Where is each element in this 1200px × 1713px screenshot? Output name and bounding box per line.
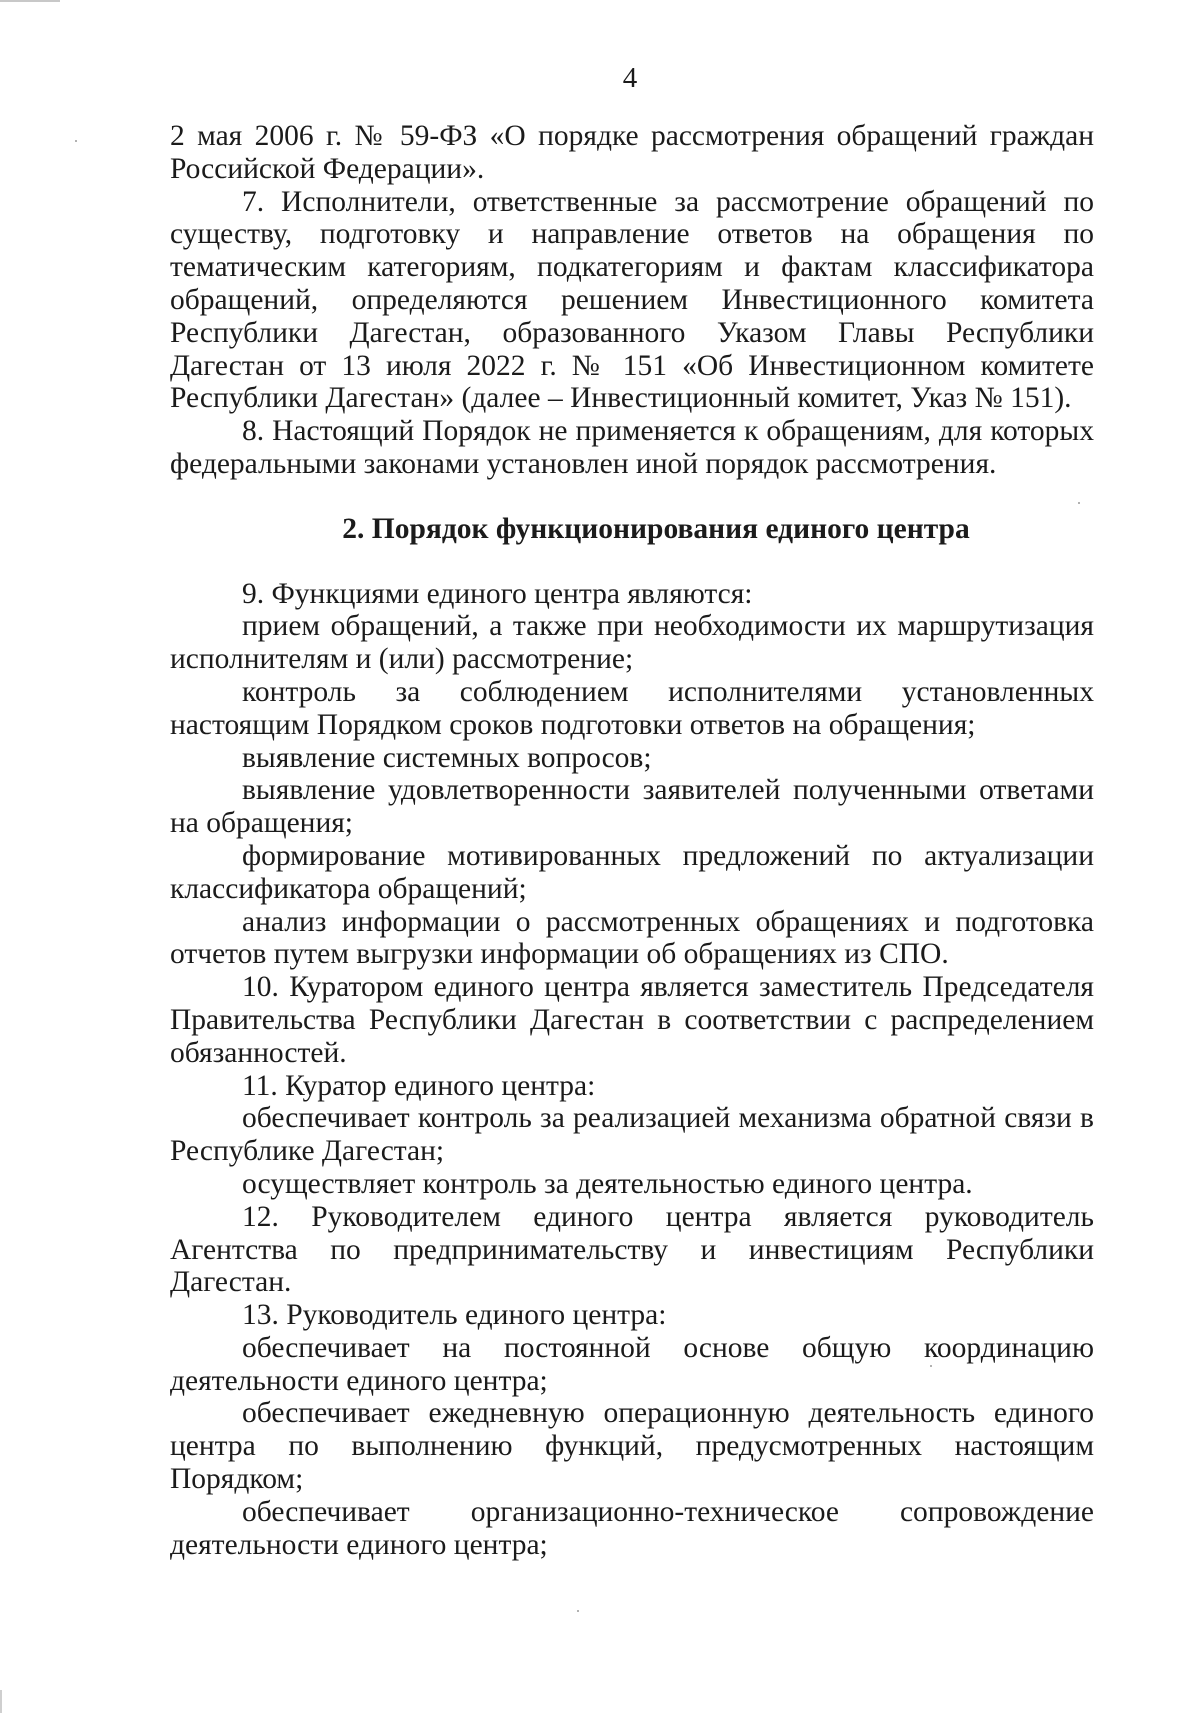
paragraph: обеспечивает организационно-техническое сопровождение деятельности единого центра; xyxy=(170,1495,1094,1561)
paragraph: обеспечивает контроль за реализацией механизма обратной связи в Республике Дагестан; xyxy=(170,1102,1094,1168)
paragraph: 9. Функциями единого центра являются: xyxy=(242,577,753,610)
paragraph: выявление удовлетворенности заявителей полученными ответами на обращения; xyxy=(170,774,1094,840)
spacer xyxy=(170,546,1094,578)
document-body xyxy=(170,120,1094,1561)
scan-speck xyxy=(930,1365,932,1367)
paragraph: выявление системных вопросов; xyxy=(242,741,652,774)
page-number: 4 xyxy=(622,62,638,94)
paragraph: 12. Руководителем единого центра является руководитель Агентства по предпринимательству и инвестициям Республики Дагестан. xyxy=(170,1200,1094,1299)
scan-edge-mark xyxy=(0,1690,2,1713)
section-heading: 2. Порядок функционирования единого центра xyxy=(342,512,970,545)
paragraph: прием обращений, а также при необходимости их маршрутизация исполнителям и (или) рассмотрение; xyxy=(170,610,1094,676)
paragraph: 7. Исполнители, ответственные за рассмотрение обращений по существу, подготовку и направление ответов на обращения по тематическим категориям, подкатегориям и фактам классификатора обращений, определяются решением Инвестиционного комитета Республики Дагестан, образованного Указом Главы Республики Дагестан от 13 июля 2022 г. № 151 «Об Инвестиционном комитете Республики Дагестан» (далее – Инвестиционный комитет, Указ № 151). xyxy=(170,185,1094,415)
paragraph: формирование мотивированных предложений по актуализации классификатора обращений; xyxy=(170,839,1094,905)
paragraph: обеспечивает на постоянной основе общую координацию деятельности единого центра; xyxy=(170,1331,1094,1397)
paragraph: 13. Руководитель единого центра: xyxy=(242,1299,667,1332)
scan-speck xyxy=(577,1610,579,1612)
scan-edge-mark xyxy=(0,0,60,2)
spacer xyxy=(170,481,1094,513)
paragraph: осуществляет контроль за деятельностью единого центра. xyxy=(242,1167,973,1200)
paragraph: 8. Настоящий Порядок не применяется к обращениям, для которых федеральными законами установлен иной порядок рассмотрения. xyxy=(170,415,1094,480)
scan-speck xyxy=(1078,502,1080,504)
paragraph: 10. Куратором единого центра является заместитель Председателя Правительства Республики Дагестан в соответствии с распределением обязанностей. xyxy=(170,971,1094,1069)
scan-speck xyxy=(75,140,77,142)
paragraph: 11. Куратор единого центра: xyxy=(242,1069,596,1102)
paragraph: анализ информации о рассмотренных обращениях и подготовка отчетов путем выгрузки информации об обращениях из СПО. xyxy=(170,905,1094,971)
paragraph: контроль за соблюдением исполнителями установленных настоящим Порядком сроков подготовки ответов на обращения; xyxy=(170,675,1094,741)
paragraph: обеспечивает ежедневную операционную деятельность единого центра по выполнению функций, предусмотренных настоящим Порядком; xyxy=(170,1397,1094,1496)
paragraph: 2 мая 2006 г. № 59-ФЗ «О порядке рассмотрения обращений граждан Российской Федерации». xyxy=(170,120,1094,185)
